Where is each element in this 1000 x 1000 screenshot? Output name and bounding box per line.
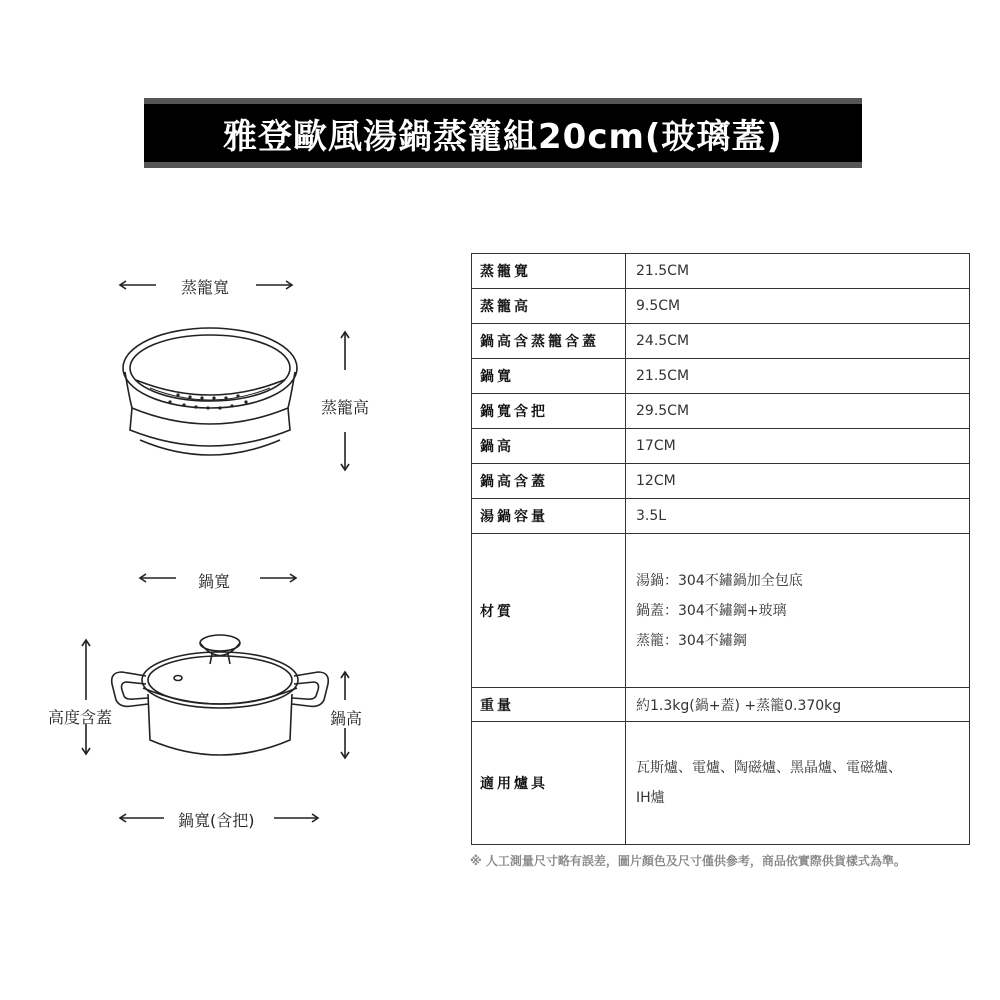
spec-value: 21.5CM [626,359,970,394]
pot-height-label: 鍋高 [330,709,363,728]
dimension-diagram [0,0,470,1000]
stove-line: 瓦斯爐、電爐、陶磁爐、黑晶爐、電磁爐、 [636,760,902,776]
spec-key: 重量 [472,688,626,722]
spec-value: 17CM [626,429,970,464]
spec-key: 蒸籠寬 [472,254,626,289]
pot-width-label: 鍋寬 [198,572,231,591]
disclaimer-note: ※ 人工測量尺寸略有誤差，圖片顏色及尺寸僅供參考，商品依實際供貨樣式為準。 [470,854,906,868]
pot-width-with-handle-label: 鍋寬(含把) [178,811,255,830]
spec-value: 9.5CM [626,289,970,324]
spec-row-weight [472,688,970,722]
spec-key: 湯鍋容量 [472,499,626,534]
page-title: 雅登歐風湯鍋蒸籠組20cm(玻璃蓋) [223,116,783,157]
spec-row [472,324,970,359]
pot-illustration [112,635,329,755]
material-line: 蒸籠：304不鏽鋼 [636,632,747,649]
dimension-drawing [0,0,470,1000]
spec-row [472,394,970,429]
spec-row [472,499,970,534]
spec-value-stove [626,722,970,845]
spec-value: 24.5CM [626,324,970,359]
spec-row [472,429,970,464]
spec-key: 鍋寬含把 [472,394,626,429]
spec-key: 鍋高含蒸籠含蓋 [472,324,626,359]
spec-value: 21.5CM [626,254,970,289]
spec-row [472,359,970,394]
steamer-illustration [123,328,297,455]
spec-row [472,289,970,324]
spec-key: 蒸籠高 [472,289,626,324]
spec-row-stove [472,722,970,845]
height-with-lid-label: 高度含蓋 [48,708,113,727]
spec-key: 鍋高含蓋 [472,464,626,499]
spec-value: 3.5L [626,499,970,534]
stove-line: IH爐 [636,790,665,806]
spec-row [472,254,970,289]
spec-row-material [472,534,970,688]
spec-value: 12CM [626,464,970,499]
steamer-width-label: 蒸籠寬 [181,278,230,297]
spec-value: 29.5CM [626,394,970,429]
spec-key: 鍋高 [472,429,626,464]
steamer-height-label: 蒸籠高 [321,398,370,417]
spec-key: 鍋寬 [472,359,626,394]
spec-key: 材質 [472,534,626,688]
spec-table [471,253,970,845]
height-with-lid-arrows [82,640,90,754]
material-line: 湯鍋：304不鏽鍋加全包底 [636,572,803,589]
spec-value-material [626,534,970,688]
spec-key: 適用爐具 [472,722,626,845]
spec-value: 約1.3kg(鍋+蓋) +蒸籠0.370kg [626,688,970,722]
material-line: 鍋蓋：304不鏽鋼+玻璃 [636,602,787,619]
spec-row [472,464,970,499]
